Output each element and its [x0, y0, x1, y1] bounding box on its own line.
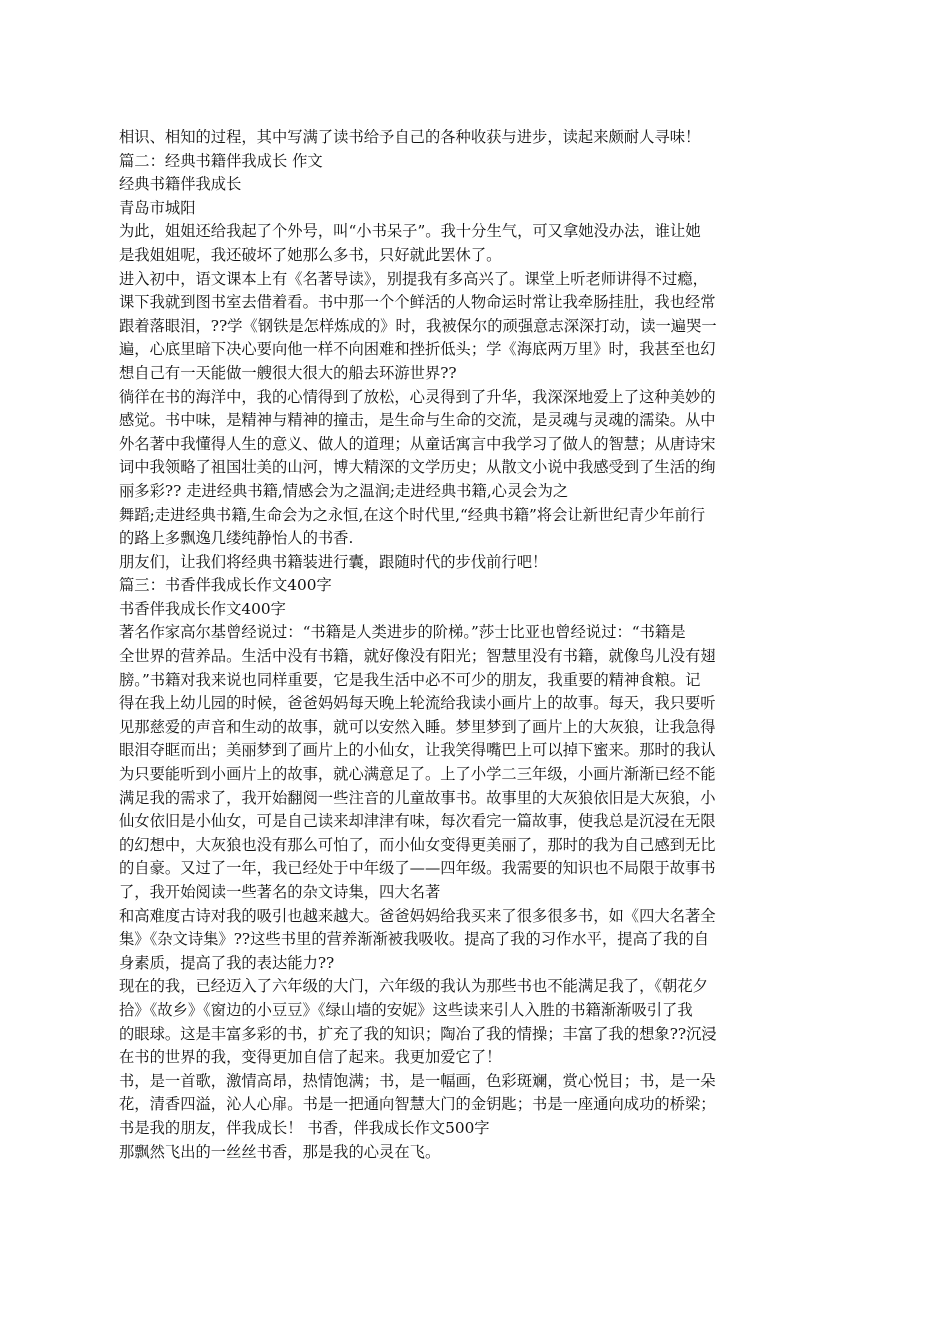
text-line: 满足我的需求了，我开始翻阅一些注音的儿童故事书。故事里的大灰狼依旧是大灰狼，小	[119, 788, 716, 807]
text-line: 朋友们，让我们将经典书籍装进行囊，跟随时代的步伐前行吧！	[119, 552, 548, 571]
text-line: 在书的世界的我，变得更加自信了起来。我更加爱它了！	[119, 1048, 502, 1067]
text-line: 全世界的营养品。生活中没有书籍，就好像没有阳光；智慧里没有书籍，就像鸟儿没有翅	[119, 647, 716, 666]
text-line: 舞蹈;走进经典书籍,生命会为之永恒,在这个时代里,“经典书籍”将会让新世纪青少年前行	[119, 505, 706, 524]
text-line: 遍，心底里暗下决心要向他一样不向困难和挫折低头；学《海底两万里》时，我甚至也幻	[119, 340, 716, 359]
text-line: 眼泪夺眶而出；美丽梦到了画片上的小仙女，让我笑得嘴巴上可以掉下蜜来。那时的我认	[119, 741, 716, 760]
text-line: 了，我开始阅读一些著名的杂文诗集，四大名著	[119, 883, 441, 901]
text-line: 书是我的朋友，伴我成长！ 书香，伴我成长作文500字	[119, 1118, 490, 1137]
text-line: 花，清香四溢，沁人心扉。书是一把通向智慧大门的金钥匙；书是一座通向成功的桥梁；	[119, 1095, 716, 1114]
text-line: 跟着落眼泪，??学《钢铁是怎样炼成的》时，我被保尔的顽强意志深深打动，读一遍哭一	[119, 316, 717, 335]
text-line: 丽多彩?? 走进经典书籍,情感会为之温润;走进经典书籍,心灵会为之	[119, 481, 569, 500]
text-line: 徜徉在书的海洋中，我的心情得到了放松，心灵得到了升华，我深深地爱上了这种美妙的	[119, 387, 716, 406]
text-line: 和高难度古诗对我的吸引也越来越大。爸爸妈妈给我买来了很多很多书，如《四大名著全	[119, 906, 716, 925]
text-line: 篇三：书香伴我成长作文400字	[119, 576, 332, 595]
text-line: 书，是一首歌，激情高昂，热情饱满；书，是一幅画，色彩斑斓，赏心悦目；书，是一朵	[119, 1071, 716, 1090]
text-line: 现在的我，已经迈入了六年级的大门，六年级的我认为那些书也不能满足我了，《朝花夕	[119, 977, 708, 996]
text-line: 相识、相知的过程，其中写满了读书给予自己的各种收获与进步，读起来颇耐人寻味！	[119, 128, 701, 146]
text-line: 感觉。书中味，是精神与精神的撞击，是生命与生命的交流，是灵魂与灵魂的濡染。从中	[119, 411, 716, 430]
text-line: 外名著中我懂得人生的意义、做人的道理；从童话寓言中我学习了做人的智慧；从唐诗宋	[119, 434, 716, 453]
text-line: 篇二：经典书籍伴我成长 作文	[119, 151, 323, 170]
text-line: 的眼球。这是丰富多彩的书，扩充了我的知识；陶冶了我的情操；丰富了我的想象??沉浸	[119, 1024, 717, 1043]
text-line: 的幻想中，大灰狼也没有那么可怕了，而小仙女变得更美丽了，那时的我为自己感到无比	[119, 835, 716, 854]
text-line: 词中我领略了祖国壮美的山河，博大精深的文学历史；从散文小说中我感受到了生活的绚	[119, 458, 716, 477]
text-line: 书香伴我成长作文400字	[119, 599, 286, 618]
document-body	[119, 126, 839, 1164]
text-line: 拾》《故乡》《窗边的小豆豆》《绿山墙的安妮》这些读来引人入胜的书籍渐渐吸引了我	[119, 1000, 693, 1019]
text-line: 进入初中，语文课本上有《名著导读》，别提我有多高兴了。课堂上听老师讲得不过瘾，	[119, 269, 708, 288]
text-line: 想自己有一天能做一艘很大很大的船去环游世界??	[119, 363, 457, 382]
text-line: 课下我就到图书室去借着看。书中那一个个鲜活的人物命运时常让我牵肠挂肚，我也经常	[119, 293, 716, 312]
text-line: 是我姐姐呢，我还破坏了她那么多书，只好就此罢休了。	[119, 245, 502, 264]
text-line: 经典书籍伴我成长	[119, 175, 242, 194]
text-line: 青岛市城阳	[119, 198, 196, 217]
text-line: 见那慈爱的声音和生动的故事，就可以安然入睡。梦里梦到了画片上的大灰狼，让我急得	[119, 717, 716, 736]
text-line: 集》《杂文诗集》??这些书里的营养渐渐被我吸收。提高了我的习作水平，提高了我的自	[119, 930, 710, 949]
text-line: 的自豪。又过了一年，我已经处于中年级了——四年级。我需要的知识也不局限于故事书	[119, 859, 716, 878]
text-line: 仙女依旧是小仙女，可是自己读来却津津有味，每次看完一篇故事，使我总是沉浸在无限	[119, 812, 716, 831]
text-line: 那飘然飞出的一丝丝书香，那是我的心灵在飞。	[119, 1142, 441, 1161]
text-line: 的路上多飘逸几缕纯静怡人的书香.	[119, 529, 354, 548]
text-line: 身素质，提高了我的表达能力??	[119, 953, 335, 972]
text-line: 为此，姐姐还给我起了个外号，叫“小书呆子”。我十分生气，可又拿她没办法，谁让她	[119, 222, 701, 241]
text-line: 膀。”书籍对我来说也同样重要，它是我生活中必不可少的朋友，我重要的精神食粮。记	[119, 670, 701, 689]
text-line: 著名作家高尔基曾经说过：“书籍是人类进步的阶梯。”莎士比亚也曾经说过：“书籍是	[119, 623, 686, 642]
text-line: 得在我上幼儿园的时候，爸爸妈妈每天晚上轮流给我读小画片上的故事。每天，我只要听	[119, 694, 716, 713]
text-line: 为只要能听到小画片上的故事，就心满意足了。上了小学二三年级，小画片渐渐已经不能	[119, 765, 716, 784]
